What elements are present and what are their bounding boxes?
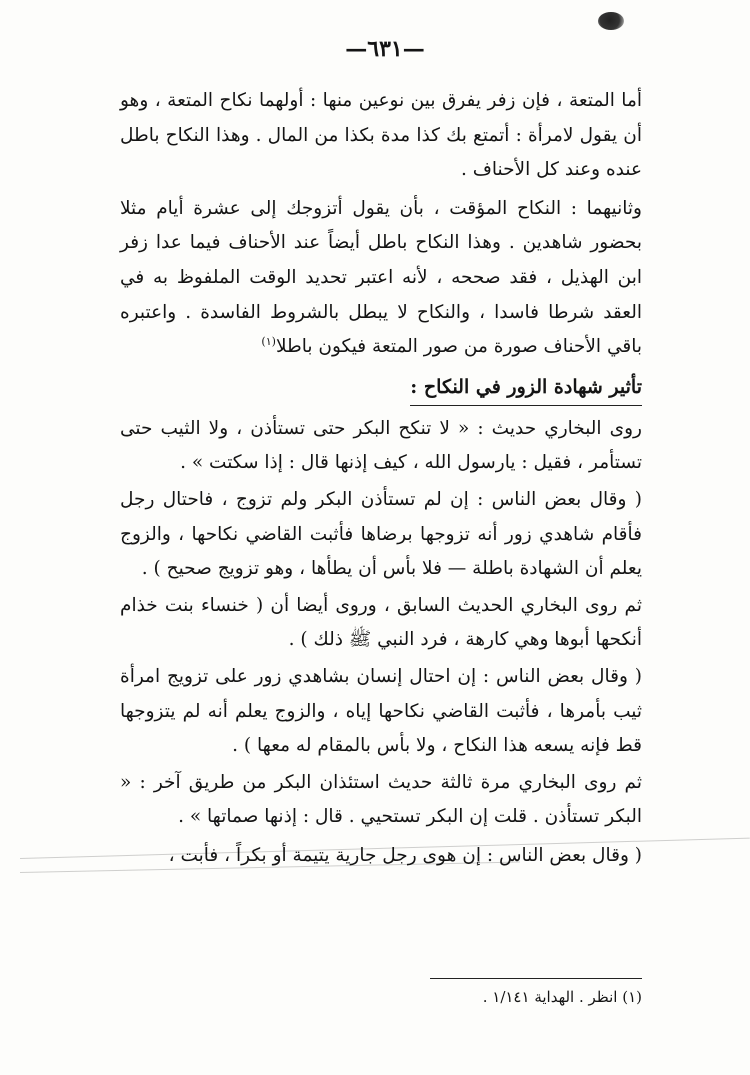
footnote: (١) انظر . الهداية ١/١٤١ . [482, 988, 642, 1006]
ink-blot-mark [598, 12, 624, 30]
paragraph-temporary-marriage [120, 192, 642, 365]
paragraph-some-people-2: ( وقال بعض الناس : إن احتال إنسان بشاهدي زور على تزويج امرأة ثيب بأمرها ، فأثبت القاضي نكاحها إياه ، والزوج يعلم أنه لم يتزوجها قط فإنه يسعه هذا النكاح ، ولا بأس بالمقام له معها ) . [120, 665, 642, 757]
section-heading: تأثير شهادة الزور في النكاح : [410, 371, 642, 406]
page-number: —٦٣١— [345, 36, 425, 62]
footnote-divider [430, 978, 642, 979]
footnote-reference: (١) [261, 335, 276, 348]
paragraph-third-narration: ثم روى البخاري مرة ثالثة حديث استئذان البكر من طريق آخر : « البكر تستأذن . قلت إن البكر تستحيي . قال : إذنها صماتها » . [120, 771, 642, 828]
paragraph-hadith-bukhari: روى البخاري حديث : « لا تنكح البكر حتى تستأذن ، ولا الثيب حتى تستأمر ، فقيل : يارسول الله ، كيف إذنها قال : إذا سكتت » . [120, 417, 642, 474]
main-text [120, 84, 642, 875]
paragraph-mutaa: أما المتعة ، فإن زفر يفرق بين نوعين منها : أولهما نكاح المتعة ، وهو أن يقول لامرأة : أتمتع بك كذا مدة بكذا من المال . وهذا النكاح باطل عنده وعند كل الأحناف . [120, 90, 642, 181]
paragraph-some-people-3: ( وقال بعض الناس : إن هوى رجل جارية يتيمة أو بكراً ، فأبت ، [168, 844, 642, 866]
paragraph-temporary-marriage-text: وثانيهما : النكاح المؤقت ، بأن يقول أتزوجك إلى عشرة أيام مثلا بحضور شاهدين . وهذا النكاح باطل أيضاً عند الأحناف فيما عدا زفر ابن الهذيل ، فقد صححه ، لأنه اعتبر تحديد الوقت الملفوظ به في العقد شرطا فاسدا ، والنكاح لا يبطل بالشروط الفاسدة . واعتبره باقي الأحناف صورة من صور المتعة فيكون باطلا [120, 197, 642, 358]
paragraph-khansa-hadith: ثم روى البخاري الحديث السابق ، وروى أيضا أن ( خنساء بنت خذام أنكحها أبوها وهي كارهة ، فرد النبي ﷺ ذلك ) . [120, 594, 642, 651]
section-heading-wrap [120, 371, 642, 406]
paragraph-some-people-1: ( وقال بعض الناس : إن لم تستأذن البكر ولم تزوج ، فاحتال رجل فأقام شاهدي زور أنه تزوجها برضاها فأثبت القاضي نكاحها ، والزوج يعلم أن الشهادة باطلة — فلا بأس أن يطأها ، وهو تزويج صحيح ) . [120, 488, 642, 580]
